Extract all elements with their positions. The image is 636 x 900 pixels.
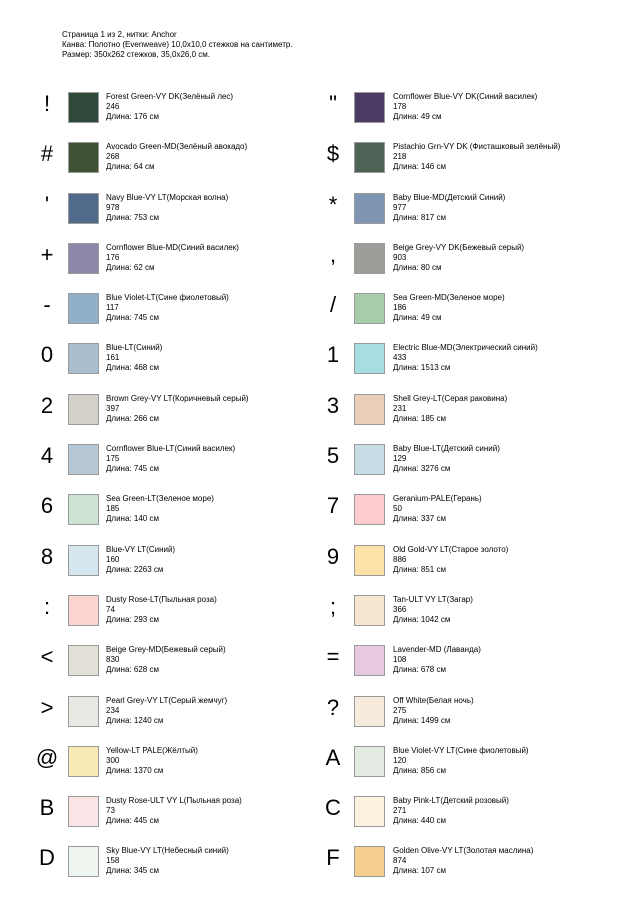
thread-legend-item (30, 138, 330, 188)
thread-legend-item (316, 842, 616, 892)
stitch-symbol: # (40, 141, 54, 167)
thread-info (106, 796, 242, 826)
thread-code: 185 (106, 504, 120, 514)
thread-info (106, 846, 229, 876)
color-swatch (68, 494, 99, 525)
thread-info (393, 796, 509, 826)
thread-legend-item (316, 692, 616, 742)
stitch-symbol: 3 (326, 392, 340, 418)
thread-legend-item (30, 842, 330, 892)
stitch-symbol: > (40, 694, 54, 720)
color-swatch (68, 243, 99, 274)
thread-info (393, 142, 560, 172)
color-swatch (68, 746, 99, 777)
thread-info (106, 645, 226, 675)
color-swatch (354, 243, 385, 274)
thread-info (393, 394, 507, 424)
thread-info (393, 846, 533, 876)
thread-code: 50 (393, 504, 402, 514)
stitch-symbol: @ (35, 744, 59, 770)
thread-name: Blue-LT(Синий) (106, 343, 163, 353)
thread-legend-item (30, 792, 330, 842)
thread-legend-item (316, 189, 616, 239)
thread-length: Длина: 745 см (106, 313, 159, 323)
thread-legend-item (30, 189, 330, 239)
thread-code: 120 (393, 755, 407, 765)
stitch-symbol: 7 (326, 493, 340, 519)
thread-code: 73 (106, 806, 115, 816)
thread-length: Длина: 856 см (393, 765, 446, 775)
thread-legend-item (316, 390, 616, 440)
thread-length: Длина: 1499 см (393, 715, 451, 725)
thread-info (106, 746, 198, 776)
thread-info (393, 444, 500, 474)
stitch-symbol: ? (326, 694, 340, 720)
thread-length: Длина: 140 см (106, 514, 159, 524)
thread-name: Sea Green-MD(Зеленое море) (393, 293, 505, 303)
color-swatch (354, 746, 385, 777)
thread-code: 268 (106, 152, 120, 162)
canvas-info: Канва: Полотно (Evenweave) 10,0x10,0 стежков на сантиметр. (62, 40, 293, 49)
thread-code: 231 (393, 403, 407, 413)
thread-info (106, 293, 229, 323)
color-swatch (354, 394, 385, 425)
thread-length: Длина: 64 см (106, 162, 155, 172)
page-info: Страница 1 из 2, нитки: Anchor (62, 30, 177, 39)
thread-info (106, 595, 217, 625)
thread-legend-item (30, 591, 330, 641)
thread-name: Lavender-MD (Лаванда) (393, 645, 481, 655)
thread-name: Cornflower Blue-MD(Синий василек) (106, 242, 239, 252)
thread-info (393, 92, 537, 122)
thread-code: 830 (106, 655, 120, 665)
thread-code: 161 (106, 353, 120, 363)
thread-name: Golden Olive-VY LT(Золотая маслина) (393, 846, 534, 856)
thread-name: Forest Green-VY DK(Зелёный лес) (106, 92, 234, 101)
thread-length: Длина: 266 см (106, 413, 159, 423)
thread-legend-item (316, 339, 616, 389)
thread-code: 977 (393, 202, 407, 212)
thread-name: Baby Blue-MD(Детский Синий) (393, 192, 506, 202)
thread-info (393, 545, 508, 575)
thread-name: Shell Grey-LT(Серая раковина) (393, 393, 508, 403)
thread-code: 246 (106, 102, 120, 111)
thread-name: Sea Green-LT(Зеленое море) (106, 494, 214, 504)
thread-info (106, 494, 214, 524)
thread-code: 129 (393, 454, 407, 464)
color-swatch (68, 142, 99, 173)
thread-code: 366 (393, 604, 407, 614)
thread-length: Длина: 628 см (106, 665, 159, 675)
stitch-symbol: 5 (326, 443, 340, 469)
stitch-symbol: B (39, 795, 55, 821)
thread-length: Длина: 49 см (393, 112, 442, 121)
thread-name: Pearl Grey-VY LT(Серый жемчуг) (106, 695, 228, 705)
stitch-symbol: D (39, 845, 55, 871)
thread-legend-item (30, 641, 330, 691)
thread-length: Длина: 1042 см (393, 614, 451, 624)
thread-length: Длина: 445 см (106, 816, 159, 826)
thread-legend-item (30, 339, 330, 389)
thread-length: Длина: 345 см (106, 866, 159, 876)
color-swatch (68, 846, 99, 877)
thread-info (393, 293, 505, 323)
thread-legend-item (30, 490, 330, 540)
stitch-symbol: 8 (40, 543, 54, 569)
thread-name: Beige Grey-VY DK(Бежевый серый) (393, 242, 525, 252)
thread-legend-item (316, 641, 616, 691)
stitch-symbol: 6 (40, 493, 54, 519)
color-swatch (68, 645, 99, 676)
thread-name: Blue Violet-LT(Сине фиолетовый) (106, 293, 229, 303)
color-swatch (68, 696, 99, 727)
thread-legend-item (30, 692, 330, 742)
thread-name: Sky Blue-VY LT(Небесный синий) (106, 846, 229, 856)
thread-info (106, 142, 247, 172)
thread-length: Длина: 1370 см (106, 765, 164, 775)
thread-legend-item (30, 289, 330, 339)
legend-column-right (316, 88, 616, 893)
thread-info (106, 193, 228, 223)
thread-info (106, 243, 239, 273)
thread-code: 108 (393, 655, 407, 665)
thread-legend-item (316, 541, 616, 591)
size-info: Размер: 350x262 стежков, 35,0x26,0 см. (62, 50, 210, 59)
thread-length: Длина: 2263 см (106, 564, 164, 574)
thread-info (393, 193, 505, 223)
stitch-symbol: : (43, 593, 51, 619)
thread-name: Brown Grey-VY LT(Коричневый серый) (106, 393, 249, 403)
stitch-symbol: * (328, 191, 338, 217)
thread-legend-item (30, 541, 330, 591)
thread-legend-item (316, 792, 616, 842)
stitch-symbol: ; (329, 593, 337, 619)
thread-length: Длина: 176 см (106, 112, 159, 121)
color-swatch (354, 846, 385, 877)
thread-code: 176 (106, 252, 120, 262)
thread-name: Old Gold-VY LT(Старое золото) (393, 544, 509, 554)
color-swatch (354, 696, 385, 727)
thread-info (393, 746, 529, 776)
thread-legend-item (316, 591, 616, 641)
thread-info (106, 92, 233, 122)
thread-length: Длина: 753 см (106, 212, 159, 222)
thread-legend-item (316, 440, 616, 490)
stitch-symbol: + (40, 241, 54, 267)
stitch-symbol: 0 (40, 342, 54, 368)
thread-length: Длина: 80 см (393, 262, 442, 272)
color-swatch (68, 92, 99, 123)
color-swatch (354, 142, 385, 173)
color-swatch (68, 343, 99, 374)
color-swatch (68, 444, 99, 475)
thread-name: Electric Blue-MD(Электрический синий) (393, 343, 538, 353)
color-swatch (354, 193, 385, 224)
thread-legend-item (30, 88, 330, 138)
stitch-symbol: = (326, 644, 340, 670)
thread-code: 275 (393, 705, 407, 715)
stitch-symbol: C (325, 795, 341, 821)
color-swatch (354, 343, 385, 374)
thread-code: 433 (393, 353, 407, 363)
thread-code: 74 (106, 604, 115, 614)
thread-length: Длина: 745 см (106, 464, 159, 474)
thread-code: 271 (393, 806, 407, 816)
thread-info (393, 243, 524, 273)
thread-legend-item (316, 88, 616, 138)
thread-info (393, 595, 473, 625)
thread-code: 160 (106, 554, 120, 564)
thread-code: 158 (106, 856, 120, 866)
stitch-symbol: F (326, 845, 340, 871)
page-header (62, 30, 293, 60)
thread-length: Длина: 293 см (106, 614, 159, 624)
color-swatch (354, 293, 385, 324)
stitch-symbol: - (43, 292, 51, 318)
thread-length: Длина: 1513 см (393, 363, 451, 373)
color-swatch (354, 92, 385, 123)
thread-legend-item (316, 490, 616, 540)
stitch-symbol: $ (326, 141, 340, 167)
thread-code: 874 (393, 856, 407, 866)
thread-legend-item (30, 440, 330, 490)
thread-length: Длина: 3276 см (393, 464, 451, 474)
color-swatch (354, 796, 385, 827)
thread-name: Blue-VY LT(Синий) (106, 544, 176, 554)
thread-name: Dusty Rose-LT(Пыльная роза) (106, 594, 217, 604)
thread-name: Cornflower Blue-LT(Синий василек) (106, 444, 236, 454)
legend-column-left (30, 88, 330, 893)
thread-length: Длина: 440 см (393, 816, 446, 826)
thread-name: Dusty Rose-ULT VY L(Пыльная роза) (106, 796, 242, 806)
thread-legend-item (316, 138, 616, 188)
thread-code: 178 (393, 102, 407, 111)
thread-info (393, 696, 474, 726)
thread-legend-item (316, 742, 616, 792)
thread-legend-item (30, 742, 330, 792)
color-swatch (68, 293, 99, 324)
thread-length: Длина: 107 см (393, 866, 446, 876)
thread-name: Geranium-PALE(Герань) (393, 494, 482, 504)
thread-legend-item (30, 239, 330, 289)
thread-name: Baby Pink-LT(Детский розовый) (393, 796, 509, 806)
color-swatch (68, 193, 99, 224)
stitch-symbol: ! (43, 91, 51, 116)
thread-name: Baby Blue-LT(Детский синий) (393, 444, 500, 454)
thread-legend-item (316, 289, 616, 339)
thread-name: Navy Blue-VY LT(Морская волна) (106, 192, 229, 202)
thread-name: Tan-ULT VY LT(Загар) (393, 594, 473, 604)
thread-length: Длина: 851 см (393, 564, 446, 574)
thread-info (106, 545, 175, 575)
thread-name: Yellow-LT PALE(Жёлтый) (106, 745, 198, 755)
color-swatch (68, 595, 99, 626)
thread-code: 186 (393, 303, 407, 313)
color-swatch (354, 444, 385, 475)
stitch-symbol: 9 (326, 543, 340, 569)
color-swatch (68, 394, 99, 425)
thread-name: Avocado Green-MD(Зелёный авокадо) (106, 142, 248, 152)
thread-code: 234 (106, 705, 120, 715)
thread-info (106, 444, 235, 474)
thread-length: Длина: 62 см (106, 262, 155, 272)
thread-code: 397 (106, 403, 120, 413)
thread-info (106, 343, 162, 373)
thread-info (393, 343, 538, 373)
thread-name: Beige Grey-MD(Бежевый серый) (106, 645, 226, 655)
stitch-symbol: A (325, 744, 341, 770)
thread-length: Длина: 1240 см (106, 715, 164, 725)
stitch-symbol: 2 (40, 392, 54, 418)
stitch-symbol: " (329, 91, 337, 116)
thread-length: Длина: 817 см (393, 212, 446, 222)
thread-info (106, 394, 249, 424)
thread-name: Off White(Белая ночь) (393, 695, 474, 705)
stitch-symbol: < (40, 644, 54, 670)
thread-code: 886 (393, 554, 407, 564)
stitch-symbol: 4 (40, 443, 54, 469)
color-swatch (354, 595, 385, 626)
thread-legend-item (316, 239, 616, 289)
thread-code: 903 (393, 252, 407, 262)
thread-code: 978 (106, 202, 120, 212)
color-swatch (68, 796, 99, 827)
thread-length: Длина: 337 см (393, 514, 446, 524)
thread-code: 218 (393, 152, 407, 162)
thread-code: 175 (106, 454, 120, 464)
thread-name: Pistachio Grn-VY DK (Фисташковый зелёный) (393, 142, 561, 152)
thread-name: Cornflower Blue-VY DK(Синий василек) (393, 92, 538, 101)
color-swatch (354, 545, 385, 576)
thread-length: Длина: 146 см (393, 162, 446, 172)
stitch-symbol: 1 (326, 342, 340, 368)
thread-length: Длина: 468 см (106, 363, 159, 373)
stitch-symbol: / (329, 292, 337, 318)
thread-length: Длина: 185 см (393, 413, 446, 423)
thread-name: Blue Violet-VY LT(Сине фиолетовый) (393, 745, 529, 755)
color-swatch (354, 494, 385, 525)
color-swatch (354, 645, 385, 676)
thread-info (393, 494, 482, 524)
thread-length: Длина: 678 см (393, 665, 446, 675)
stitch-symbol: ' (44, 191, 50, 217)
thread-code: 117 (106, 303, 119, 313)
stitch-symbol: , (329, 241, 337, 267)
color-swatch (68, 545, 99, 576)
thread-length: Длина: 49 см (393, 313, 442, 323)
thread-code: 300 (106, 755, 120, 765)
thread-legend-item (30, 390, 330, 440)
thread-info (393, 645, 481, 675)
thread-info (106, 696, 227, 726)
